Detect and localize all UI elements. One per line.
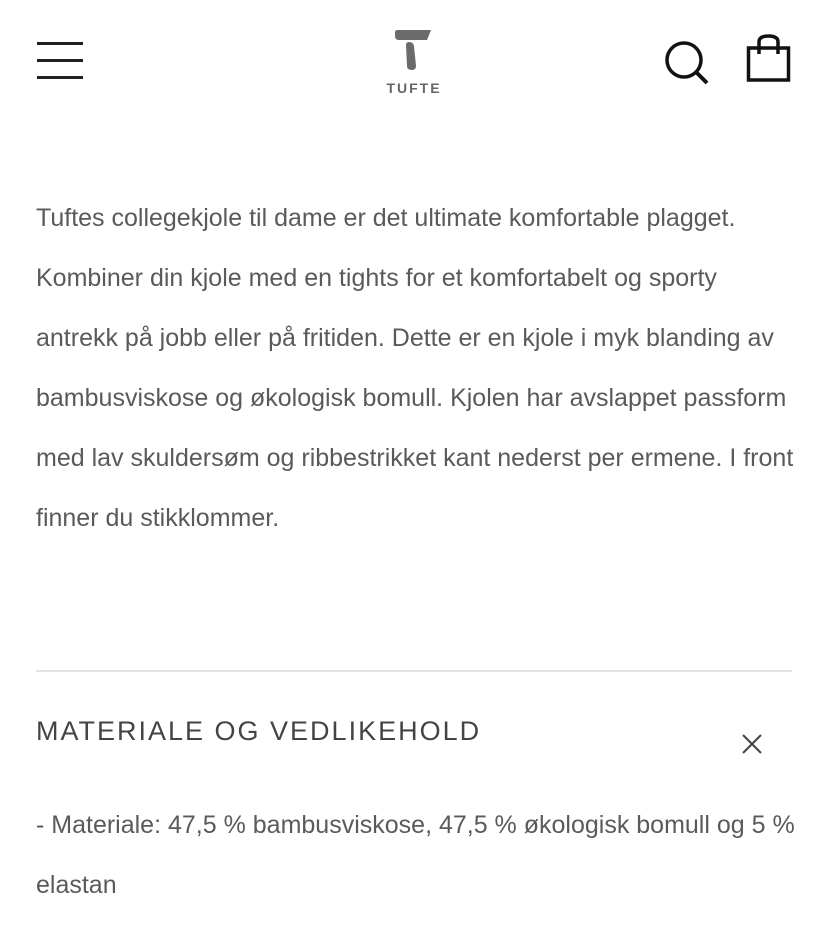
product-description: Tuftes collegekjole til dame er det ultimate komfortable plagget. Kombiner din kjole med en tights for et komfortabelt og sporty antrekk på jobb eller på fritiden. Dette er en kjole i myk blanding av bambusviskose og økologisk bomull. Kjolen har avslappet passform med lav skuldersøm og ribbestrikket kant nederst per ermene. I front finner du stikklommer.	[36, 204, 794, 532]
shopping-bag-icon[interactable]	[746, 34, 792, 87]
close-icon[interactable]	[740, 732, 764, 761]
logo-text: TUFTE	[386, 80, 442, 96]
header	[0, 0, 813, 120]
accordion-title-material[interactable]: MATERIALE OG VEDLIKEHOLD	[36, 716, 482, 746]
search-icon[interactable]	[664, 40, 710, 91]
tufte-logo-icon	[385, 28, 443, 78]
divider	[36, 670, 792, 672]
logo[interactable]	[385, 28, 443, 98]
menu-icon[interactable]	[37, 42, 83, 80]
material-content: - Materiale: 47,5 % bambusviskose, 47,5 % økologisk bomull og 5 % elastan	[36, 811, 795, 899]
